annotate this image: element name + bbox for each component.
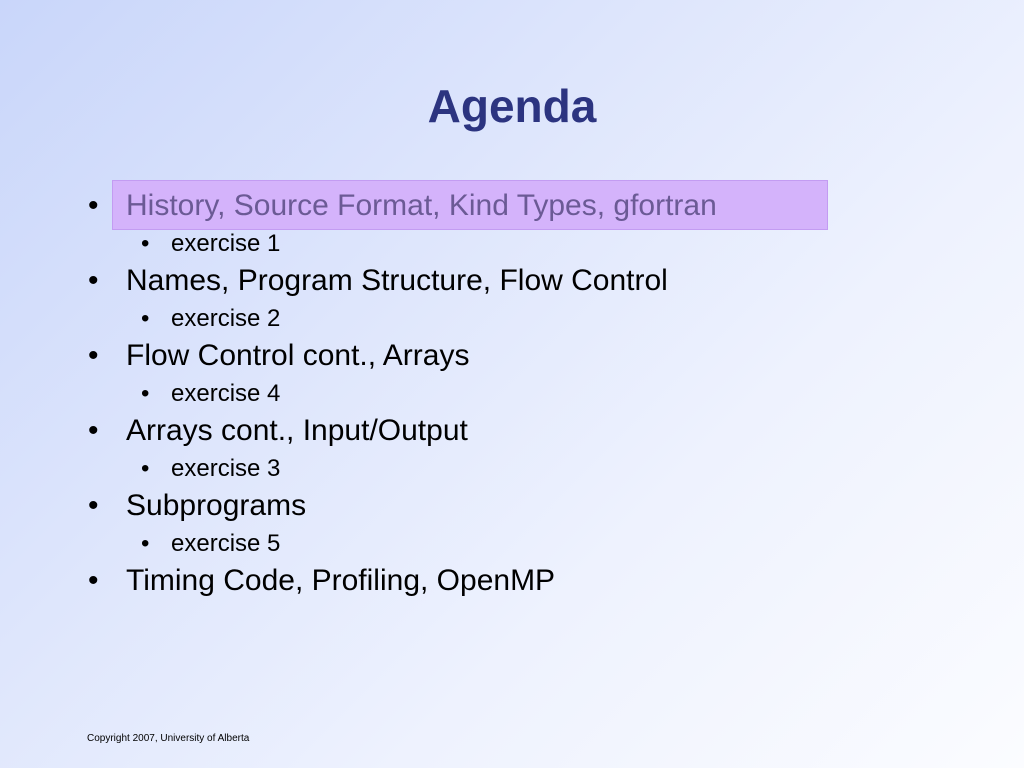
agenda-subitem <box>141 304 541 334</box>
agenda-item-label: Timing Code, Profiling, OpenMP <box>126 564 556 597</box>
agenda-subitem-label: exercise 1 <box>171 230 281 257</box>
agenda-item <box>88 563 828 599</box>
bullet-icon: • <box>141 230 150 257</box>
bullet-icon: • <box>88 414 99 447</box>
slide-title: Agenda <box>427 80 597 132</box>
agenda-subitem <box>141 529 541 559</box>
agenda-item-label: History, Source Format, Kind Types, gfortran <box>126 189 717 222</box>
agenda-item <box>88 188 828 224</box>
bullet-icon: • <box>88 189 99 222</box>
bullet-icon: • <box>141 455 150 482</box>
agenda-item-label: Names, Program Structure, Flow Control <box>126 264 668 297</box>
agenda-item-label: Flow Control cont., Arrays <box>126 339 470 372</box>
agenda-subitem-label: exercise 4 <box>171 380 281 407</box>
bullet-icon: • <box>88 339 99 372</box>
bullet-icon: • <box>88 564 99 597</box>
agenda-item <box>88 338 828 374</box>
agenda-item-label: Subprograms <box>126 489 307 522</box>
bullet-icon: • <box>141 305 150 332</box>
agenda-subitem-label: exercise 5 <box>171 530 281 557</box>
agenda-item <box>88 263 828 299</box>
agenda-subitem-label: exercise 2 <box>171 305 281 332</box>
agenda-subitem <box>141 229 541 259</box>
agenda-subitem <box>141 379 541 409</box>
agenda-item <box>88 413 828 449</box>
agenda-subitem-label: exercise 3 <box>171 455 281 482</box>
copyright-footer: Copyright 2007, University of Alberta <box>87 733 250 744</box>
agenda-item-label: Arrays cont., Input/Output <box>126 414 468 447</box>
agenda-subitem <box>141 454 541 484</box>
bullet-icon: • <box>141 380 150 407</box>
agenda-item <box>88 488 828 524</box>
bullet-icon: • <box>88 489 99 522</box>
bullet-icon: • <box>141 530 150 557</box>
bullet-icon: • <box>88 264 99 297</box>
